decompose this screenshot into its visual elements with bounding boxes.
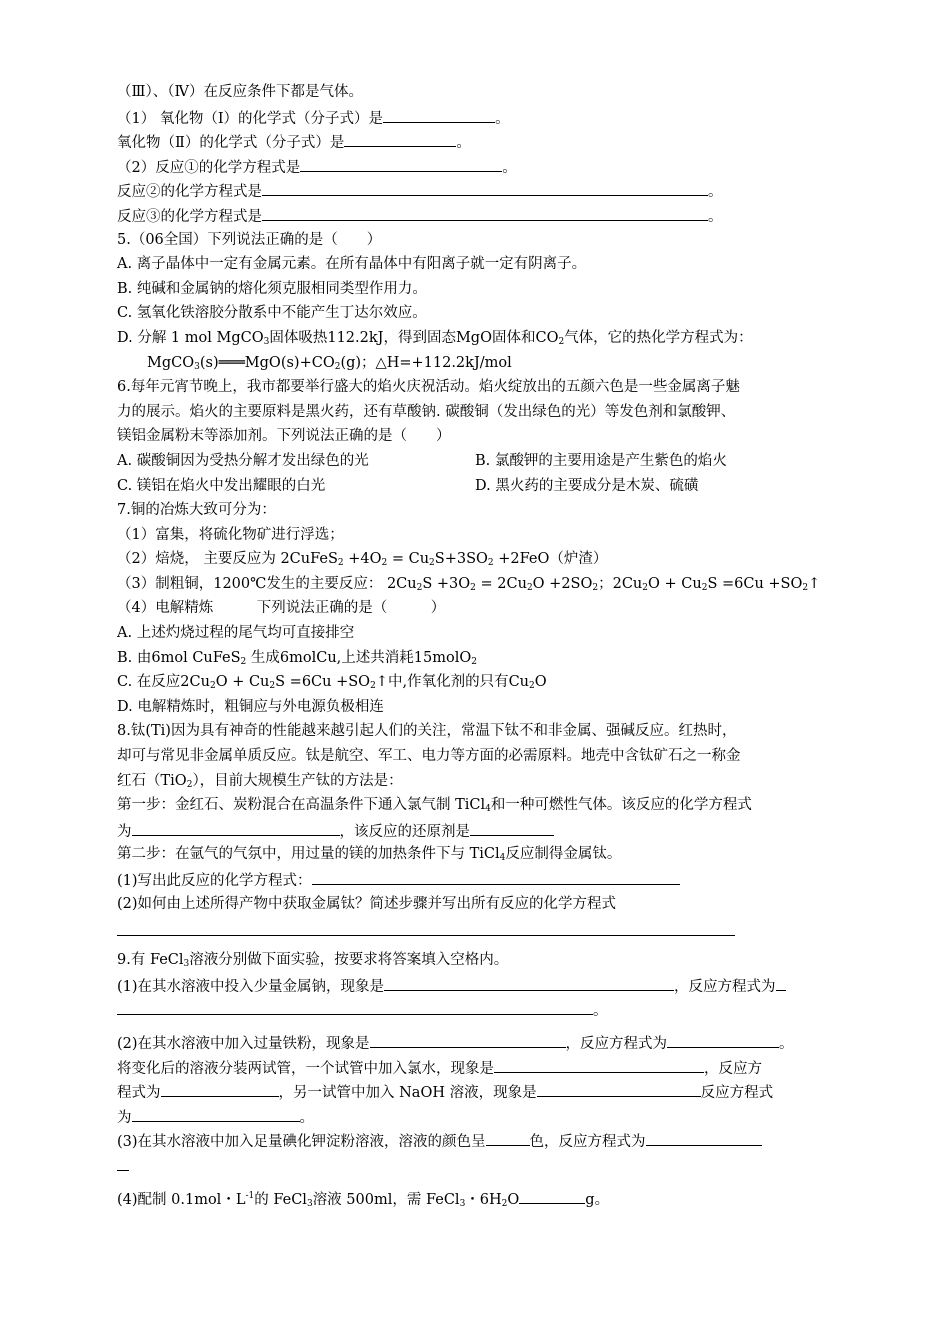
spacer	[117, 1178, 857, 1186]
answer-blank[interactable]	[486, 1128, 530, 1146]
q7-step4	[117, 596, 857, 621]
text: 第二步：在氩气的气氛中，用过量的镁的加热条件下与 TiCl	[117, 846, 500, 863]
text: 6.每年元宵节晚上，我市都要举行盛大的焰火庆祝活动。焰火绽放出的五颜六色是一些金属离子魅	[117, 379, 740, 396]
subscript: 2	[240, 656, 247, 667]
subscript: 2	[381, 558, 388, 569]
q6-option-b: B. 氯酸钾的主要用途是产生紫色的焰火	[475, 452, 727, 469]
text: (4)配制 0.1mol・L	[117, 1191, 246, 1208]
text: 。	[708, 184, 723, 201]
answer-blank[interactable]	[262, 203, 708, 221]
text: （2）焙烧， 主要反应为 2CuFeS	[117, 551, 338, 568]
text: （4）电解精炼 下列说法正确的是（ ）	[117, 600, 446, 617]
q5-option-c	[117, 301, 857, 326]
text: 将变化后的溶液分装两试管，一个试管中加入氯水，现象是	[117, 1060, 494, 1077]
text: 。	[779, 1035, 794, 1052]
answer-blank[interactable]	[646, 1128, 762, 1146]
subscript: 2	[642, 582, 649, 593]
text: O +2SO	[532, 575, 593, 592]
text: S+3SO	[434, 551, 488, 568]
text: A. 离子晶体中一定有金属元素。在所有晶体中有阳离子就一定有阴离子。	[117, 256, 587, 273]
answer-blank[interactable]	[470, 818, 554, 836]
text: 的 FeCl	[254, 1191, 307, 1208]
text: C. 在反应2Cu	[117, 674, 210, 691]
text: 7.铜的冶炼大致可分为：	[117, 502, 276, 519]
q7-step3	[117, 572, 857, 597]
text: 第一步：金红石、炭粉混合在高温条件下通入氯气制 TiCl	[117, 797, 486, 814]
q9-part2-eq	[117, 1104, 857, 1129]
superscript: -1	[245, 1190, 255, 1201]
text: g。	[585, 1191, 610, 1208]
text: 。	[299, 1109, 314, 1126]
text: ・6H	[465, 1191, 502, 1208]
text: 却可与常见非金属单质反应。钛是航空、军工、电力等方面的必需原料。地壳中含钛矿石之一称金	[117, 748, 741, 765]
document-page	[117, 80, 857, 1210]
q9-part3-cont	[117, 1153, 857, 1178]
q6-option-c: C. 镁铝在焰火中发出耀眼的白光	[117, 477, 326, 494]
text: (s)═══MgO(s)+CO	[199, 354, 335, 371]
q6-stem-line3	[117, 424, 857, 449]
answer-blank[interactable]	[344, 129, 456, 147]
q5-stem	[117, 228, 857, 253]
subscript: 3	[194, 361, 200, 372]
q9-part2	[117, 1030, 857, 1055]
subscript: 4	[485, 804, 491, 815]
text: 5.（06全国）下列说法正确的是（ ）	[117, 231, 382, 248]
q8-question2	[117, 892, 857, 917]
text: 为	[117, 823, 132, 840]
text: D. 电解精炼时，粗铜应与外电源负极相连	[117, 698, 384, 715]
subscript: 2	[334, 361, 341, 372]
text: 镁铝金属粉末等添加剂。下列说法正确的是（ ）	[117, 428, 451, 445]
answer-blank[interactable]	[494, 1055, 704, 1073]
text: 力的展示。焰火的主要原料是黑火药，还有草酸钠. 碳酸铜（发出绿色的光）等发色剂和氯酸钾、	[117, 403, 736, 420]
q5-option-b	[117, 277, 857, 302]
text: S =6Cu +SO	[707, 575, 803, 592]
subscript: 2	[337, 558, 344, 569]
q9-part4	[117, 1186, 857, 1211]
q4-part1b	[117, 129, 857, 154]
text: O + Cu	[648, 575, 702, 592]
text: ，反应方程式为	[565, 1035, 668, 1052]
answer-blank[interactable]	[537, 1079, 701, 1097]
text: 。	[593, 1003, 608, 1020]
q7-step1	[117, 523, 857, 548]
text: = 2Cu	[475, 575, 527, 592]
q6-stem-line2	[117, 400, 857, 425]
text: （Ⅲ）、（Ⅳ）在反应条件下都是气体。	[117, 84, 363, 100]
text: 反应③的化学方程式是	[117, 208, 262, 225]
answer-blank[interactable]	[117, 1153, 129, 1171]
q4-part1a	[117, 105, 857, 130]
text: S +3O	[422, 575, 471, 592]
text: 红石（TiO	[117, 772, 187, 789]
answer-blank[interactable]	[776, 973, 786, 991]
answer-blank[interactable]	[519, 1186, 585, 1204]
text: 反应方程式	[700, 1085, 774, 1102]
text: 。	[495, 110, 510, 127]
text: ↑中,作氧化剂的只有Cu	[375, 674, 530, 691]
text: MgCO	[147, 354, 195, 371]
text: 9.有 FeCl	[117, 952, 184, 969]
text: （2）反应①的化学方程式是	[117, 159, 301, 176]
text: ，该反应的还原剂是	[339, 823, 470, 840]
text: = Cu	[387, 551, 430, 568]
text: 。	[502, 159, 517, 176]
answer-blank[interactable]	[132, 818, 340, 836]
q7-option-b	[117, 646, 857, 671]
text: 反应制得金属钛。	[505, 846, 622, 863]
q4-part2	[117, 154, 857, 179]
text: (2)如何由上述所得产物中获取金属钛？简述步骤并写出所有反应的化学方程式	[117, 895, 617, 912]
answer-blank[interactable]	[161, 1079, 279, 1097]
q9-part1-cont	[117, 997, 857, 1022]
q7-stem	[117, 498, 857, 523]
text: ，另一试管中加入 NaOH 溶液，现象是	[278, 1085, 537, 1102]
text: 。	[456, 135, 471, 152]
subscript: 2	[269, 681, 276, 692]
answer-blank[interactable]	[370, 1030, 566, 1048]
text: O	[534, 674, 547, 691]
subscript: 2	[802, 582, 809, 593]
subscript: 3	[183, 959, 190, 970]
q4-reaction3	[117, 203, 857, 228]
q8-stem-line1	[117, 719, 857, 744]
answer-blank[interactable]	[384, 973, 674, 991]
q4-intro	[117, 80, 857, 105]
text: （1）富集，将硫化物矿进行浮选；	[117, 526, 344, 543]
text: 溶液分别做下面实验，按要求将答案填入空格内。	[189, 952, 509, 969]
text: C. 氢氧化铁溶胶分散系中不能产生丁达尔效应。	[117, 305, 427, 322]
text: +2FeO（炉渣）	[493, 551, 608, 568]
subscript: 2	[526, 582, 533, 593]
subscript: 2	[470, 582, 476, 593]
text: 色，反应方程式为	[529, 1134, 646, 1151]
q7-option-a	[117, 621, 857, 646]
answer-blank[interactable]	[117, 918, 735, 936]
subscript: 4	[499, 853, 506, 864]
text: (1)写出此反应的化学方程式：	[117, 873, 312, 889]
answer-blank[interactable]	[667, 1030, 779, 1048]
text: ；2Cu	[598, 575, 643, 592]
q6-stem-line1	[117, 375, 857, 400]
q8-step2	[117, 842, 857, 867]
q5-equation	[117, 351, 857, 376]
q9-part3	[117, 1128, 857, 1153]
text: O + Cu	[215, 674, 270, 691]
q9-part2-chlorine	[117, 1055, 857, 1080]
q5-option-a	[117, 252, 857, 277]
subscript: 2	[592, 582, 599, 593]
q8-stem-line3	[117, 769, 857, 794]
text: 气体，它的热化学方程式为：	[564, 329, 753, 346]
text: （3）制粗铜，1200℃发生的主要反应： 2Cu	[117, 575, 417, 592]
text: 溶液 500ml，需 FeCl	[312, 1191, 460, 1208]
subscript: 3	[263, 336, 270, 347]
spacer	[117, 1022, 857, 1030]
answer-blank[interactable]	[300, 154, 502, 172]
text: 为	[117, 1109, 132, 1126]
q9-part1	[117, 973, 857, 998]
subscript: 2	[487, 558, 494, 569]
q8-question1	[117, 867, 857, 892]
q7-option-c	[117, 670, 857, 695]
q5-option-d	[117, 326, 857, 351]
text: ，反应方程式为	[674, 978, 776, 995]
text: ），目前大规模生产钛的方法是：	[192, 772, 403, 789]
q7-option-d	[117, 695, 857, 720]
text: A. 上述灼烧过程的尾气均可直接排空	[117, 625, 355, 642]
text: 反应②的化学方程式是	[117, 184, 262, 201]
text: D. 分解 1 mol MgCO	[117, 329, 264, 346]
text: 和一种可燃性气体。该反应的化学方程式	[490, 797, 752, 814]
subscript: 2	[370, 681, 376, 692]
subscript: 2	[558, 336, 565, 347]
q8-question2-answer	[117, 916, 857, 948]
q6-options-cd	[117, 474, 857, 499]
text: +4O	[343, 551, 382, 568]
subscript: 3	[459, 1198, 466, 1209]
subscript: 3	[306, 1198, 313, 1209]
text: O	[507, 1191, 520, 1208]
text: 8.钛(Ti)因为具有神奇的性能越来越引起人们的关注，常温下钛不和非金属、强碱反应。红热时，	[117, 723, 737, 740]
text: B. 纯碱和金属钠的熔化须克服相同类型作用力。	[117, 280, 427, 297]
text: (3)在其水溶液中加入足量碘化钾淀粉溶液，溶液的颜色呈	[117, 1134, 486, 1151]
q8-step1	[117, 793, 857, 818]
q6-options-ab	[117, 449, 857, 474]
q9-stem	[117, 948, 857, 973]
q4-reaction2	[117, 178, 857, 203]
text: 氧化物（Ⅱ）的化学式（分子式）是	[117, 135, 345, 152]
subscript: 2	[416, 582, 423, 593]
text: S =6Cu +SO	[275, 674, 371, 691]
q8-stem-line2	[117, 744, 857, 769]
text: 程式为	[117, 1085, 161, 1102]
subscript: 2	[429, 558, 435, 569]
subscript: 2	[701, 582, 708, 593]
q7-step2	[117, 547, 857, 572]
q9-part2-naoh	[117, 1079, 857, 1104]
text: (2)在其水溶液中加入过量铁粉，现象是	[117, 1035, 370, 1052]
answer-blank[interactable]	[117, 997, 593, 1015]
text: 生成6molCu,上述共消耗15molO	[246, 649, 472, 666]
subscript: 2	[209, 681, 216, 692]
answer-blank[interactable]	[262, 178, 708, 196]
text: B. 由6mol CuFeS	[117, 649, 241, 666]
answer-blank[interactable]	[312, 867, 680, 885]
text: (g)；△H=+112.2kJ/mol	[340, 354, 512, 371]
subscript: 2	[501, 1198, 508, 1209]
q6-option-a: A. 碳酸铜因为受热分解才发出绿色的光	[117, 452, 369, 469]
q6-option-d: D. 黑火药的主要成分是木炭、硫磺	[475, 477, 699, 494]
subscript: 2	[529, 681, 535, 692]
text: 。	[708, 208, 723, 225]
text: （1） 氧化物（Ⅰ）的化学式（分子式）是	[117, 110, 384, 127]
text: 固体吸热112.2kJ，得到固态MgO固体和CO	[269, 329, 559, 346]
text: ，反应方	[704, 1060, 762, 1077]
text: ↑	[808, 575, 821, 592]
answer-blank[interactable]	[132, 1104, 300, 1122]
subscript: 2	[186, 779, 193, 790]
text: (1)在其水溶液中投入少量金属钠，现象是	[117, 978, 385, 995]
answer-blank[interactable]	[383, 105, 495, 123]
q8-step1-answer	[117, 818, 857, 843]
subscript: 2	[471, 656, 477, 667]
